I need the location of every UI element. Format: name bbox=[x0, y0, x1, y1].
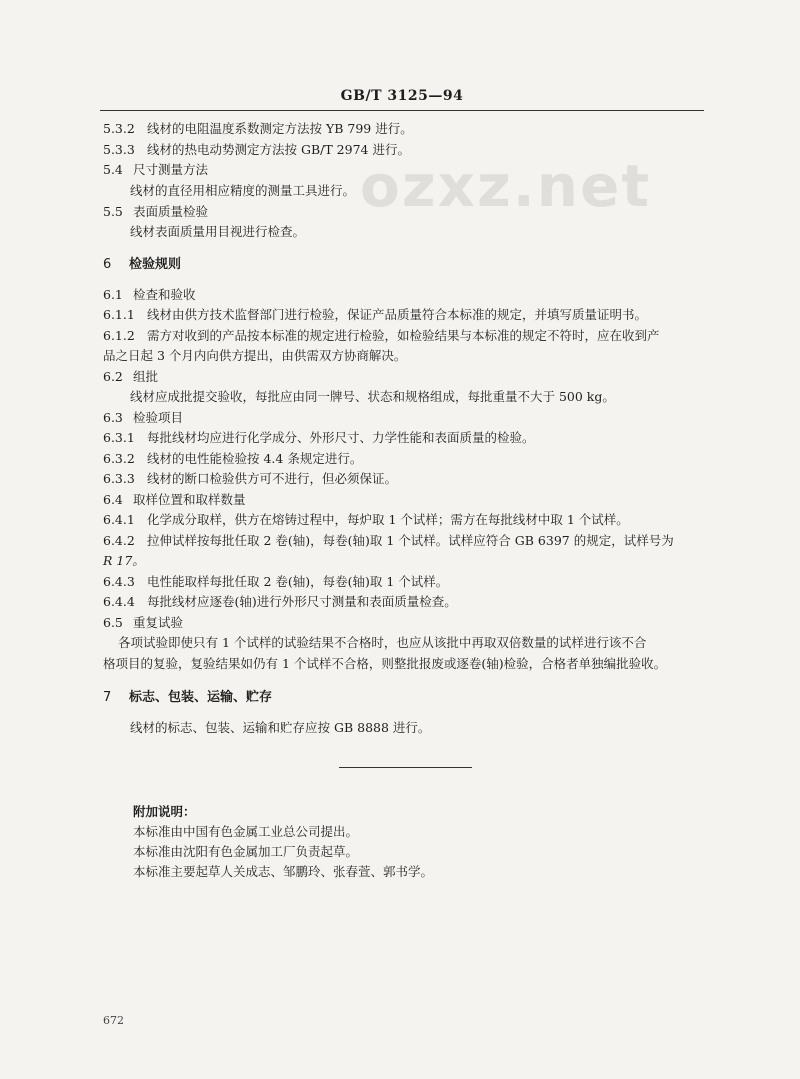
watermark: ozxz.net bbox=[360, 152, 652, 220]
paragraph: 品之日起 3 个月内向供方提出，由供需双方协商解决。 bbox=[103, 348, 407, 363]
clause-text: 需方对收到的产品按本标准的规定进行检验，如检验结果与本标准的规定不符时，应在收到产 bbox=[147, 328, 660, 343]
clause-6-1-2 bbox=[103, 328, 660, 344]
clause-number: 5.4 bbox=[103, 162, 123, 177]
clause-number: 5.5 bbox=[103, 204, 123, 219]
header-divider bbox=[100, 110, 704, 111]
paragraph: R 17。 bbox=[103, 553, 145, 568]
clause-number: 5.3.3 bbox=[103, 142, 135, 157]
clause-number: 6.4 bbox=[103, 492, 123, 507]
clause-6-3-3 bbox=[103, 471, 397, 487]
clause-text: 每批线材应逐卷(轴)进行外形尺寸测量和表面质量检查。 bbox=[147, 594, 457, 609]
clause-number: 6.4.2 bbox=[103, 533, 135, 548]
clause-6-4-3 bbox=[103, 574, 448, 590]
clause-text: 尺寸测量方法 bbox=[133, 162, 209, 177]
clause-number: 6.4.1 bbox=[103, 512, 135, 527]
clause-text: 电性能取样每批任取 2 卷(轴)，每卷(轴)取 1 个试样。 bbox=[147, 574, 449, 589]
paragraph: 线材应成批提交验收，每批应由同一牌号、状态和规格组成，每批重量不大于 500 kg。 bbox=[130, 389, 615, 404]
clause-5-3-3 bbox=[103, 142, 410, 158]
clause-6-3-1 bbox=[103, 430, 535, 446]
clause-6-4-1 bbox=[103, 512, 629, 528]
clause-6-1 bbox=[103, 287, 196, 303]
clause-text: 线材的热电动势测定方法按 GB/T 2974 进行。 bbox=[147, 142, 410, 157]
clause-text: 化学成分取样，供方在熔铸过程中，每炉取 1 个试样；需方在每批线材中取 1 个试样。 bbox=[147, 512, 629, 527]
section-heading-6 bbox=[103, 257, 181, 273]
clause-6-3 bbox=[103, 410, 183, 426]
clause-6-4-4 bbox=[103, 594, 457, 610]
additional-notes-title: 附加说明： bbox=[133, 804, 196, 819]
page-header: GB/T 3125—94 bbox=[340, 88, 464, 104]
clause-number: 6.3.1 bbox=[103, 430, 135, 445]
clause-number: 5.3.2 bbox=[103, 121, 135, 136]
paragraph: 各项试验即使只有 1 个试样的试验结果不合格时，也应从该批中再取双倍数量的试样进行该不合 bbox=[118, 635, 647, 650]
clause-text: 取样位置和取样数量 bbox=[133, 492, 246, 507]
clause-6-2 bbox=[103, 369, 158, 385]
clause-number: 6.3.2 bbox=[103, 451, 135, 466]
clause-text: 线材的电性能检验按 4.4 条规定进行。 bbox=[147, 451, 363, 466]
clause-5-4 bbox=[103, 162, 208, 178]
clause-number: 6.4.3 bbox=[103, 574, 135, 589]
clause-text: 拉伸试样按每批任取 2 卷(轴)，每卷(轴)取 1 个试样。试样应符合 GB 6397 的规定，试样号为 bbox=[147, 533, 674, 548]
section-number: 7 bbox=[103, 690, 112, 705]
clause-5-3-2 bbox=[103, 121, 413, 137]
end-divider bbox=[339, 767, 472, 768]
section-heading-7 bbox=[103, 690, 272, 706]
clause-text: 检验项目 bbox=[133, 410, 184, 425]
page-number: 672 bbox=[103, 1014, 124, 1027]
clause-5-5 bbox=[103, 204, 208, 220]
clause-number: 6.3 bbox=[103, 410, 123, 425]
clause-text: 检查和验收 bbox=[133, 287, 196, 302]
clause-number: 6.5 bbox=[103, 615, 123, 630]
clause-number: 6.1.1 bbox=[103, 307, 135, 322]
clause-6-5 bbox=[103, 615, 183, 631]
note-line: 本标准主要起草人关成志、邹鹏玲、张春萱、郭书学。 bbox=[133, 864, 434, 879]
clause-number: 6.4.4 bbox=[103, 594, 135, 609]
clause-number: 6.3.3 bbox=[103, 471, 135, 486]
section-title: 检验规则 bbox=[129, 257, 182, 272]
note-line: 本标准由中国有色金属工业总公司提出。 bbox=[133, 824, 359, 839]
section-number: 6 bbox=[103, 257, 112, 272]
clause-number: 6.1 bbox=[103, 287, 123, 302]
paragraph: 格项目的复验，复验结果如仍有 1 个试样不合格，则整批报废或逐卷(轴)检验，合格者单独编批验收。 bbox=[103, 656, 667, 671]
clause-6-4 bbox=[103, 492, 246, 508]
note-line: 本标准由沈阳有色金属加工厂负责起草。 bbox=[133, 844, 359, 859]
clause-text: 线材的电阻温度系数测定方法按 YB 799 进行。 bbox=[147, 121, 413, 136]
section-title: 标志、包装、运输、贮存 bbox=[129, 690, 273, 705]
clause-text: 组批 bbox=[133, 369, 159, 384]
clause-6-4-2 bbox=[103, 533, 674, 549]
paragraph: 线材的标志、包装、运输和贮存应按 GB 8888 进行。 bbox=[130, 720, 431, 735]
clause-text: 每批线材均应进行化学成分、外形尺寸、力学性能和表面质量的检验。 bbox=[147, 430, 535, 445]
clause-number: 6.2 bbox=[103, 369, 123, 384]
clause-text: 线材的断口检验供方可不进行，但必须保证。 bbox=[147, 471, 398, 486]
clause-text: 重复试验 bbox=[133, 615, 184, 630]
clause-6-1-1 bbox=[103, 307, 647, 323]
clause-6-3-2 bbox=[103, 451, 362, 467]
paragraph: 线材的直径用相应精度的测量工具进行。 bbox=[130, 183, 356, 198]
clause-text: 表面质量检验 bbox=[133, 204, 209, 219]
paragraph: 线材表面质量用目视进行检查。 bbox=[130, 224, 306, 239]
clause-number: 6.1.2 bbox=[103, 328, 135, 343]
clause-text: 线材由供方技术监督部门进行检验，保证产品质量符合本标准的规定，并填写质量证明书。 bbox=[147, 307, 648, 322]
